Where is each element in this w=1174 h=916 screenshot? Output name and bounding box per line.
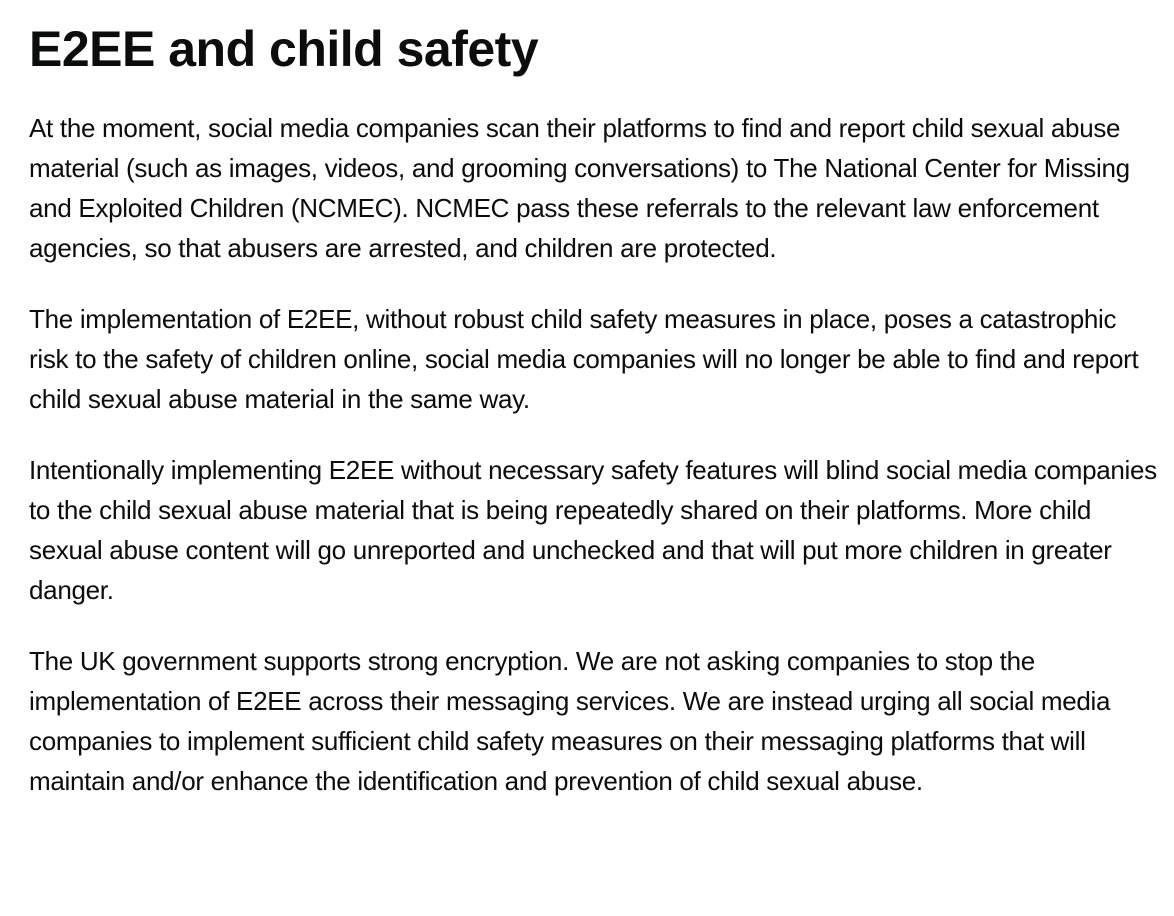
paragraph-government-position: The UK government supports strong encryption. We are not asking companies to stop the implementation of E2EE across their messaging services. We are instead urging all social media companies to implement sufficient child safety measures on their messaging platforms that will maintain and/or enhance the identification and prevention of child sexual abuse. (29, 646, 1111, 796)
main-content (29, 16, 1159, 801)
paragraph-ncmec-reporting: At the moment, social media companies scan their platforms to find and report child sexual abuse material (such as images, videos, and grooming conversations) to The National Center for Missing and Exploited Children (NCMEC). NCMEC pass these referrals to the relevant law enforcement agencies, so that abusers are arrested, and children are protected. (29, 113, 1130, 263)
page-title: E2EE and child safety (29, 21, 539, 77)
paragraph-e2ee-risk: The implementation of E2EE, without robust child safety measures in place, poses a catastrophic risk to the safety of children online, social media companies will no longer be able to find and report child sexual abuse material in the same way. (29, 304, 1139, 414)
paragraph-safety-features: Intentionally implementing E2EE without necessary safety features will blind social media companies to the child sexual abuse material that is being repeatedly shared on their platforms. More child sexual abuse content will go unreported and unchecked and that will put more children in greater danger. (29, 455, 1157, 605)
